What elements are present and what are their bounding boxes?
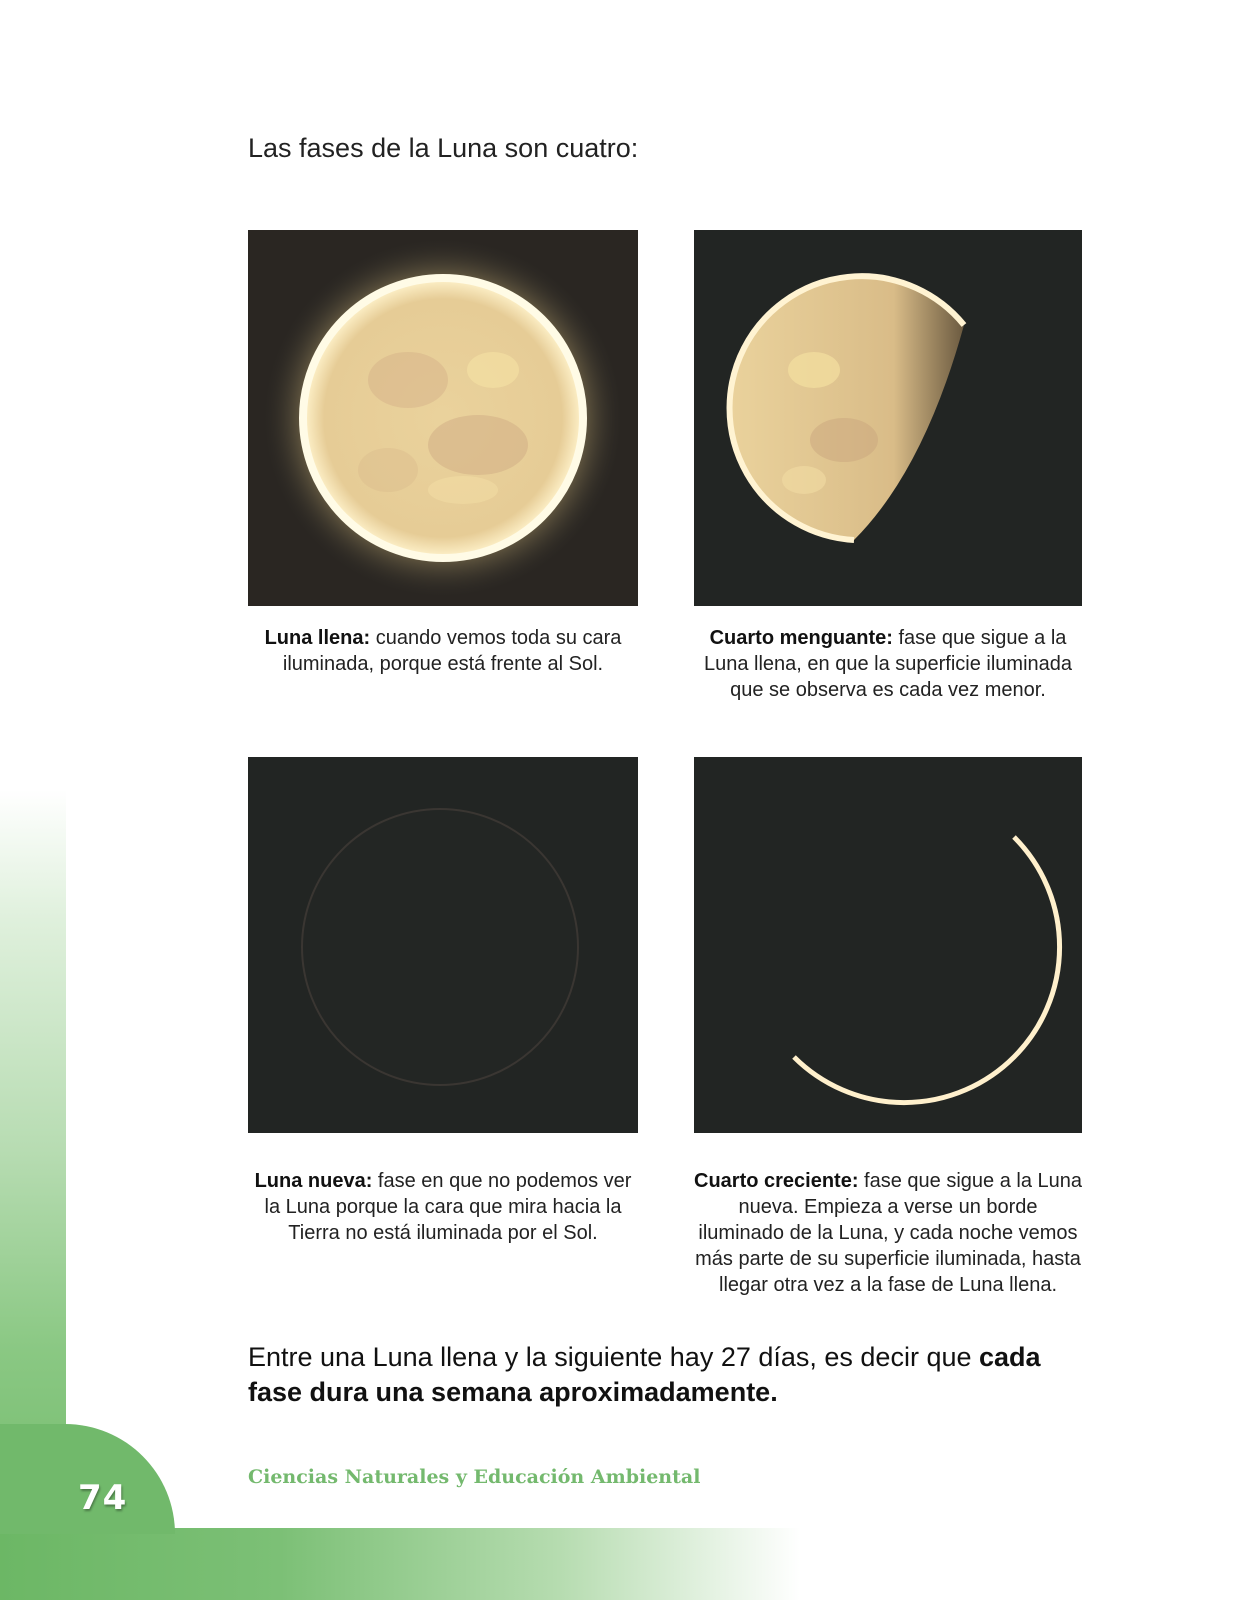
new-moon-image [248,757,638,1133]
caption-luna-nueva-term: Luna nueva: [254,1170,373,1192]
book-title: Ciencias Naturales y Educación Ambiental [248,1466,701,1488]
caption-luna-llena-term: Luna llena: [264,627,371,649]
caption-luna-llena [248,625,638,677]
caption-cuarto-menguante-term: Cuarto menguante: [709,627,893,649]
caption-luna-nueva [248,1168,638,1246]
page-number: 74 [78,1478,128,1518]
waning-moon-image [694,230,1082,606]
intro-text: Las fases de la Luna son cuatro: [248,133,639,163]
caption-luna-nueva-text: fase en que no podemos ver la Luna porque la cara que mira hacia la Tierra no está iluminada por el Sol. [264,1170,632,1244]
full-moon-image [248,230,638,606]
closing-paragraph [248,1340,1088,1410]
caption-cuarto-creciente [694,1168,1082,1298]
caption-cuarto-menguante [694,625,1082,703]
caption-cuarto-creciente-term: Cuarto creciente: [694,1170,859,1192]
bottom-green-band [0,1528,800,1600]
caption-luna-llena-text: cuando vemos toda su cara iluminada, porque está frente al Sol. [282,627,622,675]
caption-cuarto-creciente-text: fase que sigue a la Luna nueva. Empieza a verse un borde iluminado de la Luna, y cada noche vemos más parte de su superficie iluminada, hasta llegar otra vez a la fase de Luna llena. [695,1170,1083,1296]
left-green-band [0,0,66,1600]
caption-cuarto-menguante-text: fase que sigue a la Luna llena, en que la superficie iluminada que se observa es cada vez menor. [703,627,1073,701]
closing-bold-text: cada fase dura una semana aproximadamente. [248,1342,1041,1407]
waxing-crescent-image [694,757,1082,1133]
closing-text: Entre una Luna llena y la siguiente hay 27 días, es decir que [248,1342,979,1372]
